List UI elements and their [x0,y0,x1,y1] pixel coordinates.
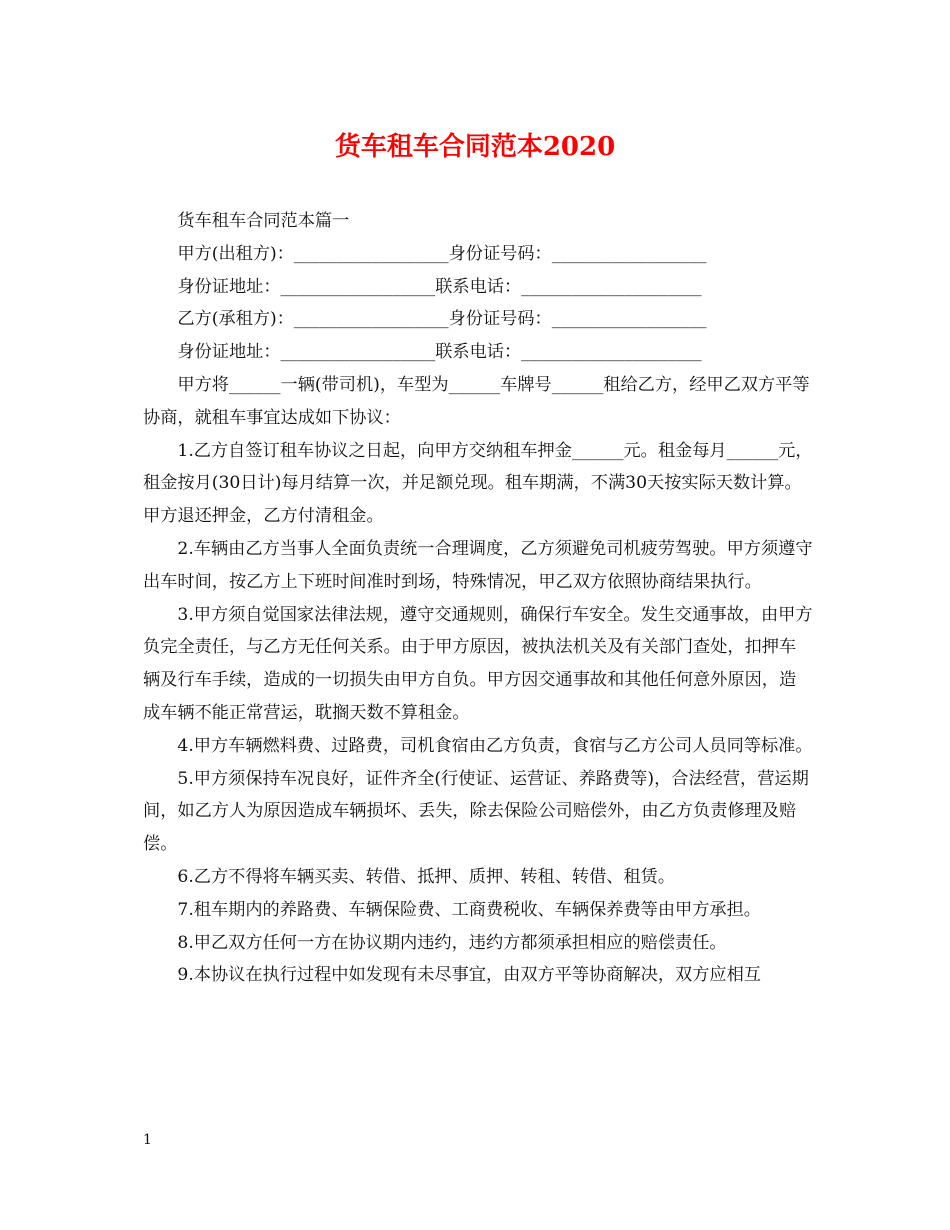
section-heading: 货车租车合同范本篇一 [177,211,350,231]
clause-2: 2.车辆由乙方当事人全面负责统一合理调度，乙方须避免司机疲劳驾驶。甲方须遵守出车时间，按乙方上下班时间准时到场，特殊情况，甲乙双方依照协商结果执行。 [143,538,813,592]
party-a-address-line: 身份证地址：__________________联系电话：_____________________ [177,276,702,297]
clause-8: 8.甲乙双方任何一方在协议期内违约，违约方都须承担相应的赔偿责任。 [177,932,727,953]
clause-7: 7.租车期内的养路费、车辆保险费、工商费税收、车辆保养费等由甲方承担。 [177,899,761,920]
clause-4: 4.甲方车辆燃料费、过路费，司机食宿由乙方负责，食宿与乙方公司人员同等标准。 [177,735,813,756]
page-number: 1 [143,1132,152,1148]
intro-paragraph: 甲方将______一辆(带司机)，车型为______车牌号______租给乙方，经甲乙双方平等协商，就租车事宜达成如下协议： [143,374,810,428]
party-a-line: 甲方(出租方)：__________________身份证号码：__________________ [177,243,707,264]
document-body [143,205,813,992]
clause-5: 5.甲方须保持车况良好，证件齐全(行使证、运营证、养路费等)，合法经营，营运期间，如乙方人为原因造成车辆损坏、丢失，除去保险公司赔偿外，由乙方负责修理及赔偿。 [143,768,809,855]
clause-6: 6.乙方不得将车辆买卖、转借、抵押、质押、转租、转借、租赁。 [177,866,676,887]
party-b-address-line: 身份证地址：__________________联系电话：_____________________ [177,342,702,363]
clause-1: 1.乙方自签订租车协议之日起，向甲方交纳租车押金______元。租金每月______元，租金按月(30日计)每月结算一次，并足额兑现。租车期满，不满30天按实际天数计算。甲方退还押金，乙方付清租金。 [143,440,813,527]
party-b-line: 乙方(承租方)：__________________身份证号码：__________________ [177,309,707,330]
document-title: 货车租车合同范本2020 [334,132,616,162]
clause-3: 3.甲方须自觉国家法律法规，遵守交通规则，确保行车安全。发生交通事故，由甲方负完全责任，与乙方无任何关系。由于甲方原因，被执法机关及有关部门查处，扣押车辆及行车手续，造成的一切损失由甲方自负。甲方因交通事故和其他任何意外原因，造成车辆不能正常营运，耽搁天数不算租金。 [143,604,813,723]
clause-9: 9.本协议在执行过程中如发现有未尽事宜，由双方平等协商解决，双方应相互 [177,965,761,986]
